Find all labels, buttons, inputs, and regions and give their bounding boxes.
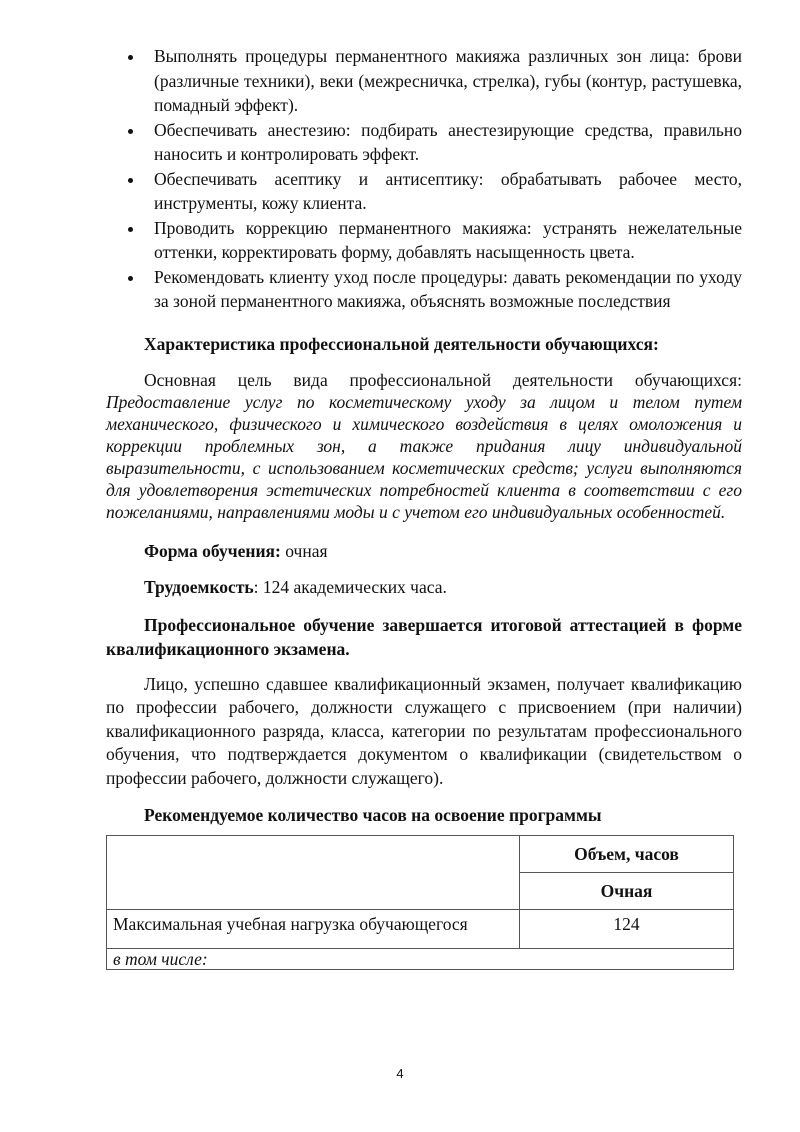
characteristics-heading: Характеристика профессиональной деятельности обучающихся: (144, 333, 659, 354)
table-cell-subrow: в том числе: (107, 949, 734, 970)
page-number: 4 (396, 1066, 404, 1081)
table-row (107, 910, 734, 949)
qualification-paragraph: Лицо, успешно сдавшее квалификационный экзамен, получает квалификацию по профессии рабочего, должности служащего с присвоением (при наличии) квалификационного разряда, класса, категории по результатам профессионального обучения, что подтверждается документом о квалификации (свидетельством о профессии рабочего, должности служащего). (106, 673, 742, 788)
list-item (106, 265, 742, 314)
certification-statement: Профессиональное обучение завершается итоговой аттестацией в форме квалификационного экзамена. (106, 614, 742, 659)
bullet-icon (128, 227, 133, 232)
bullet-icon (128, 178, 133, 183)
table-header-volume: Объем, часов (520, 836, 734, 873)
bullet-icon (128, 276, 133, 281)
form-of-study (106, 539, 742, 563)
labor-intensity (106, 575, 742, 599)
table-cell-label: Максимальная учебная нагрузка обучающегося (107, 910, 520, 949)
table-cell-value: 124 (520, 910, 734, 949)
hours-table-title: Рекомендуемое количество часов на освоение программы (144, 805, 602, 825)
list-item-text: Обеспечивать анестезию: подбирать анестезирующие средства, правильно наносить и контролировать эффект. (154, 119, 742, 164)
table-header-form: Очная (520, 873, 734, 910)
list-item-text: Проводить коррекцию перманентного макияжа: устранять нежелательные оттенки, корректировать форму, добавлять насыщенность цвета. (154, 217, 742, 262)
form-label: Форма обучения: (144, 540, 281, 561)
table-row (107, 836, 734, 873)
labor-value: : 124 академических часа. (253, 576, 447, 597)
list-item (106, 216, 742, 265)
table-row (107, 949, 734, 970)
document-page (106, 44, 742, 970)
list-item (106, 44, 742, 118)
characteristics-paragraph (106, 369, 742, 523)
list-item-text: Рекомендовать клиенту уход после процедуры: давать рекомендации по уходу за зоной перманентного макияжа, объяснять возможные последствия (154, 266, 742, 311)
bullet-icon (128, 129, 133, 134)
bullet-icon (128, 55, 133, 60)
table-cell-empty (107, 836, 520, 910)
list-item (106, 118, 742, 167)
list-item (106, 167, 742, 216)
form-value: очная (280, 540, 328, 561)
characteristics-goal: Предоставление услуг по косметическому уходу за лицом и телом путем механического, физического и химического воздействия в целях омоложения и коррекции проблемных зон, а также придания лицу индивидуальной выразительности, с использованием косметических средств; услуги выполняются для удовлетворения эстетических потребностей клиента в соответствии с его пожеланиями, направлениями моды и с учетом его индивидуальных особенностей. (106, 391, 742, 522)
labor-label: Трудоемкость (144, 576, 254, 597)
list-item-text: Обеспечивать асептику и антисептику: обрабатывать рабочее место, инструменты, кожу клиента. (154, 168, 742, 213)
hours-table (106, 835, 734, 970)
list-item-text: Выполнять процедуры перманентного макияжа различных зон лица: брови (различные техники), веки (межресничка, стрелка), губы (контур, растушевка, помадный эффект). (154, 46, 742, 115)
skills-list (106, 44, 742, 314)
characteristics-lead: Основная цель вида профессиональной деятельности обучающихся: (144, 369, 742, 390)
